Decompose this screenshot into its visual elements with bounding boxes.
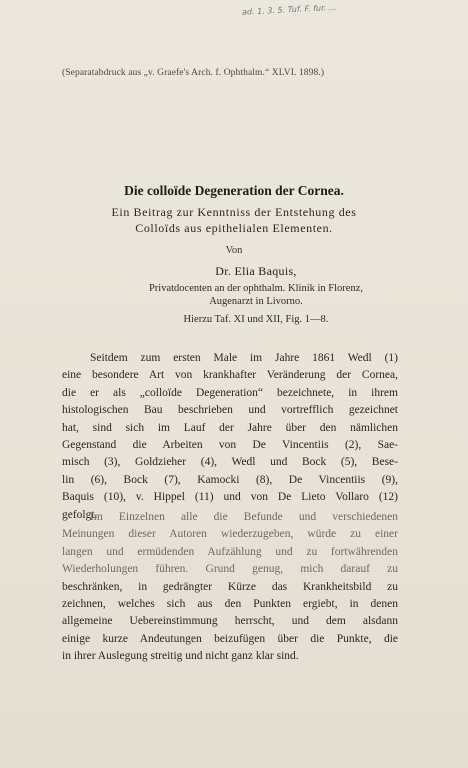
paragraph-1 (62, 350, 398, 524)
text-line: lin (6), Bock (7), Kamocki (8), De Vincentiis (9), (62, 473, 398, 486)
affiliation-line: Augenarzt in Livorno. (209, 296, 303, 307)
text-line: die er als „colloïde Degeneration“ bezeichnete, in ihrem (62, 386, 398, 399)
text-line: Baquis (10), v. Hippel (11) und von De Lieto Vollaro (12) (62, 491, 398, 504)
text-line: Wiederholungen führen. Grund genug, mich darauf zu (62, 563, 398, 576)
text-line: Meinungen dieser Autoren wiederzugeben, würde zu einer (62, 528, 398, 541)
author-affiliation (22, 282, 468, 308)
handwritten-note: ad. 1. 3. 5. Tuf. F. fur. ... (241, 2, 337, 17)
text-line: allgemeine Uebereinstimmung herrscht, und dem alsdann (62, 615, 398, 628)
text-line: Gegenstand die Arbeiten von De Vincentiis (2), Sae- (62, 439, 398, 452)
text-line: misch (3), Goldzieher (4), Wedl und Bock (5), Bese- (62, 456, 398, 469)
offprint-source-line: (Separatabdruck aus „v. Graefe's Arch. f. Ophthalm.“ XLVI. 1898.) (62, 68, 325, 78)
affiliation-line: Privatdocenten an der ophthalm. Klinik in Florenz, (148, 283, 364, 294)
article-title: Die colloïde Degeneration der Cornea. (124, 183, 344, 198)
text-line: gefolgt. (62, 508, 98, 521)
subtitle-line: Ein Beitrag zur Kenntniss der Entstehung des (111, 205, 357, 219)
by-line: Von (225, 245, 243, 256)
subtitle-line: Colloïds aus epithelialen Elementen. (135, 220, 333, 235)
plates-note: Hierzu Taf. XI und XII, Fig. 1—8. (183, 314, 329, 325)
text-line: hat, sind sich im Lauf der Jahre über den nämlichen (62, 421, 398, 434)
text-line: histologischen Bau beschrieben und vortrefflich gezeichnet (62, 404, 398, 417)
text-line: zeichnen, welches sich aus den Punkten ergiebt, in denen (62, 598, 398, 611)
text-line: eine besondere Art von krankhafter Veränderung der Cornea, (62, 369, 398, 382)
text-line: Im Einzelnen alle die Befunde und verschiedenen (90, 511, 398, 523)
text-line: beschränken, in gedrängter Kürze das Krankheitsbild zu (62, 580, 398, 593)
paragraph-2 (62, 509, 398, 666)
text-line: Seitdem zum ersten Male im Jahre 1861 Wedl (1) (90, 352, 398, 364)
text-line: einige kurze Andeutungen beizufügen über die Punkte, die (62, 632, 398, 645)
author-name: Dr. Elia Baquis, (215, 264, 297, 278)
article-subtitle (0, 205, 468, 236)
text-line: langen und ermüdenden Aufzählung und zu fortwährenden (62, 545, 398, 558)
text-line: in ihrer Auslegung streitig und nicht ganz klar sind. (62, 650, 299, 663)
